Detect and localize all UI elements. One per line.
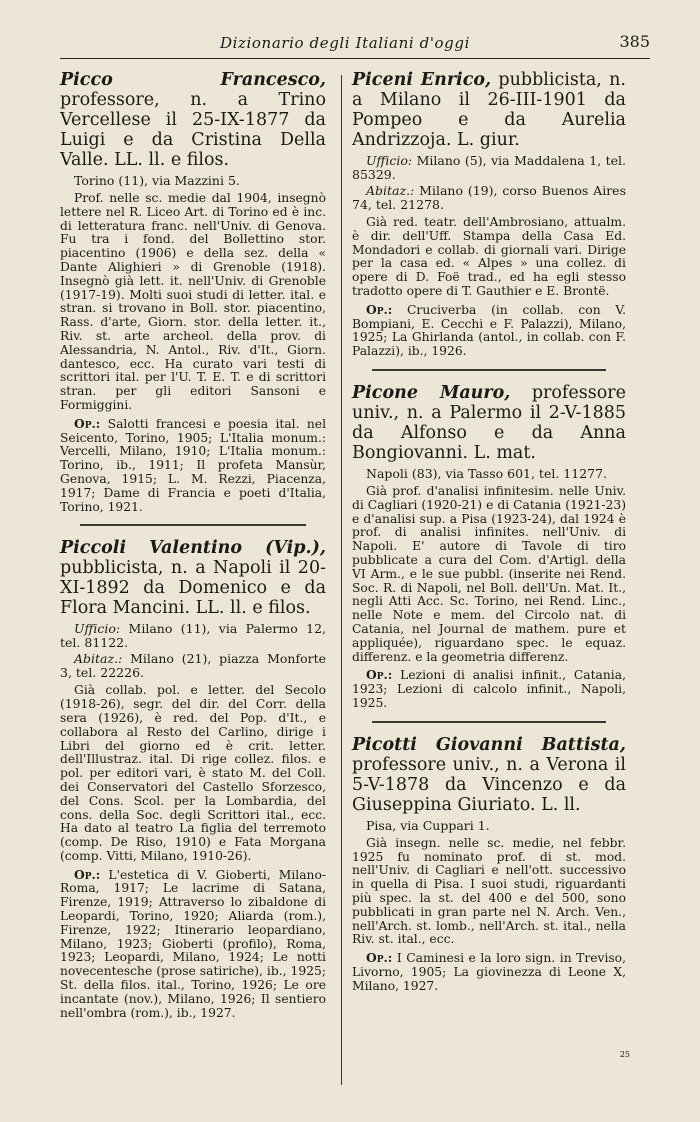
entry-address: Torino (11), via Mazzini 5.	[74, 173, 240, 188]
entry-picco	[60, 70, 326, 514]
entry-separator	[80, 524, 306, 526]
entry-works: Op.: L'estetica di V. Gioberti, Milano-Roma, 1917; Le lacrime di Satana, Firenze, 1919; Attraverso lo zibaldone di Leopardi, Torino, 1920; Aliarda (rom.), Firenze, 1922; Itinerario leopardiano, Milano, 1923; Gioberti (profilo), Roma, 1923; Leopardi, Milano, 1924; Le notti novecentesche (prose satiriche), ib., 1925; St. della filos. ital., Torino, 1926; Le ore incantate (nov.), Milano, 1926; Il sentiero nell'ombra (rom.), ib., 1927.	[60, 866, 326, 1020]
entry-piceni	[352, 70, 626, 359]
right-column	[352, 70, 626, 1003]
entry-heading	[352, 735, 626, 815]
entry-biography: Già prof. d'analisi infinitesim. nelle Univ. di Cagliari (1920-21) e di Catania (1921-23) e d'analisi sup. a Pisa (1923-24), dal 1924 è prof. di analisi infinites. nell'Univ. di Napoli. E' autore di Tavole di tiro pubblicate a cura del Com. d'Artigl. della VI Arm., e le sue pubbl. (inserite nei Rend. Soc. R. di Napoli, nel Boll. dell'Un. Mat. It., negli Atti Acc. Sc. Torino, nei Rend. Linc., nelle Note e mem. del Circolo nat. di Catania, nel Journal de mathem. pure et appliquée), riguardano spec. le equaz. differenz. e la geometria differenz.	[352, 483, 626, 664]
entry-heading	[60, 538, 326, 618]
entry-works: Op.: Salotti francesi e poesia ital. nel Seicento, Torino, 1905; L'Italia monum.: Vercelli, Milano, 1910; L'Italia monum.: Torino, ib., 1911; Il profeta Mansùr, Genova, 1915; L. M. Rezzi, Piacenza, 1917; Dame di Francia e poeti d'Italia, Torino, 1921.	[60, 415, 326, 514]
entry-heading-text: professore, n. a Trino Vercellese il 25-IX-1877 da Luigi e da Cristina Della Valle. LL. ll. e filos.	[60, 90, 326, 170]
entry-separator	[372, 369, 606, 371]
entry-address: Napoli (83), via Tasso 601, tel. 11277.	[366, 465, 608, 481]
entry-office-address: Ufficio: Milano (11), via Palermo 12, tel. 81122.	[60, 621, 326, 651]
entry-home-address: Abitaz.: Milano (21), piazza Monforte 3, tel. 22226.	[60, 651, 326, 681]
entry-heading-text: professore univ., n. a Verona il 5-V-1878 da Vincenzo e da Giuseppina Giuriato. L. ll.	[352, 754, 626, 815]
entry-name: Piceni Enrico,	[352, 70, 492, 90]
entry-name: Picone Mauro,	[352, 382, 511, 403]
entry-biography: Già red. teatr. dell'Ambrosiano, attualm. è dir. dell'Uff. Stampa della Casa Ed. Mondadori e collab. di giornali vari. Dirige per la casa ed. « Alpes » una collez. di opere di D. Foë trad., ed ha egli stesso tradotto opere di T. Gauthier e E. Brontë.	[352, 215, 626, 298]
entry-name: Picotti Giovanni Battista,	[352, 734, 626, 755]
entry-works: Op.: Lezioni di analisi infinit., Catania, 1923; Lezioni di calcolo infinit., Napoli, 1925.	[352, 667, 626, 710]
column-divider	[341, 75, 342, 1085]
entry-heading-text: pubblicista, n. a Napoli il 20-XI-1892 da Domenico e da Flora Mancini. LL. ll. e filos.	[60, 558, 326, 619]
entry-heading-text: professore univ., n. a Palermo il 2-V-1885 da Alfonso e da Anna Bongiovanni. L. mat.	[352, 382, 626, 463]
entry-picone	[352, 383, 626, 711]
entry-works: Op.: Cruciverba (in collab. con V. Bompiani, E. Cecchi e F. Palazzi), Milano, 1925; La Ghirlanda (antol., in collab. con F. Palazzi), ib., 1926.	[352, 301, 626, 359]
entry-heading-text: pubblicista, n. a Milano il 26-III-1901 da Pompeo e da Aurelia Andrizzoja. L. giur.	[352, 70, 626, 150]
entry-heading	[352, 383, 626, 463]
page-header	[60, 30, 650, 59]
entry-home-address: Abitaz.: Milano (19), corso Buenos Aires 74, tel. 21278.	[352, 183, 626, 212]
entry-name: Picco Francesco,	[60, 70, 326, 90]
entry-biography: Già insegn. nelle sc. medie, nel febbr. 1925 fu nominato prof. di st. mod. nell'Univ. di Cagliari e nell'ott. successivo in quella di Pisa. I suoi studi, riguardanti più spec. la st. del 400 e del 500, sono pubblicati in gran parte nel N. Arch. Ven., nell'Arch. st. lomb., nell'Arch. st. ital., nella Riv. st. ital., ecc.	[352, 835, 626, 947]
running-title: Dizionario degli Italiani d'oggi	[220, 34, 470, 52]
left-column	[60, 70, 326, 1030]
entry-works: Op.: I Caminesi e la loro sign. in Treviso, Livorno, 1905; La giovinezza di Leone X, Milano, 1927.	[352, 950, 626, 993]
entry-heading	[60, 70, 326, 170]
entry-heading	[352, 70, 626, 150]
entry-piccoli	[60, 538, 326, 1020]
printer-signature: 25	[619, 1050, 630, 1059]
entry-separator	[372, 721, 606, 723]
entry-office-address: Ufficio: Milano (5), via Maddalena 1, tel. 85329.	[352, 153, 626, 182]
entry-name: Piccoli Valentino (Vip.),	[60, 538, 326, 559]
entry-biography: Prof. nelle sc. medie dal 1904, insegnò lettere nel R. Liceo Art. di Torino ed è inc. di letteratura franc. nell'Univ. di Genova. Fu tra i fond. del Bollettino stor. piacentino (1906) e della sez. della « Dante Alighieri » di Grenoble (1918). Insegnò già lett. it. nell'Univ. di Grenoble (1917-19). Molti suoi studi di letter. ital. e stran. si trovano in Boll. stor. piacentino, Rass. d'arte, Giorn. stor. della letter. it., Riv. st. arte archeol. della prov. di Alessandria, N. Antol., Riv. d'It., Giorn. dantesco, ecc. Ha curato vari testi di scrittori ital. per l'U. T. E. T. e di scrittori stran. per gli editori Sansoni e Formiggini.	[60, 191, 326, 412]
entry-address: Pisa, via Cuppari 1.	[366, 817, 490, 833]
page-number: 385	[619, 32, 650, 51]
entry-biography: Già collab. pol. e letter. del Secolo (1918-26), segr. del dir. del Corr. della sera (1926), è red. del Pop. d'It., e collabora al Resto del Carlino, dirige i Libri del giorno ed è crit. letter. dell'Illustraz. ital. Di rige collez. filos. e pol. per editori vari, è stato M. del Coll. dei Conservatori del Castello Sforzesco, del Cons. Scol. per la Lombardia, del cons. della Soc. degli Scrittori ital., ecc. Ha dato al teatro La figlia del terremoto (comp. De Riso, 1910) e Fata Morgana (comp. Vitti, Milano, 1910-26).	[60, 683, 326, 863]
entry-picotti	[352, 735, 626, 994]
